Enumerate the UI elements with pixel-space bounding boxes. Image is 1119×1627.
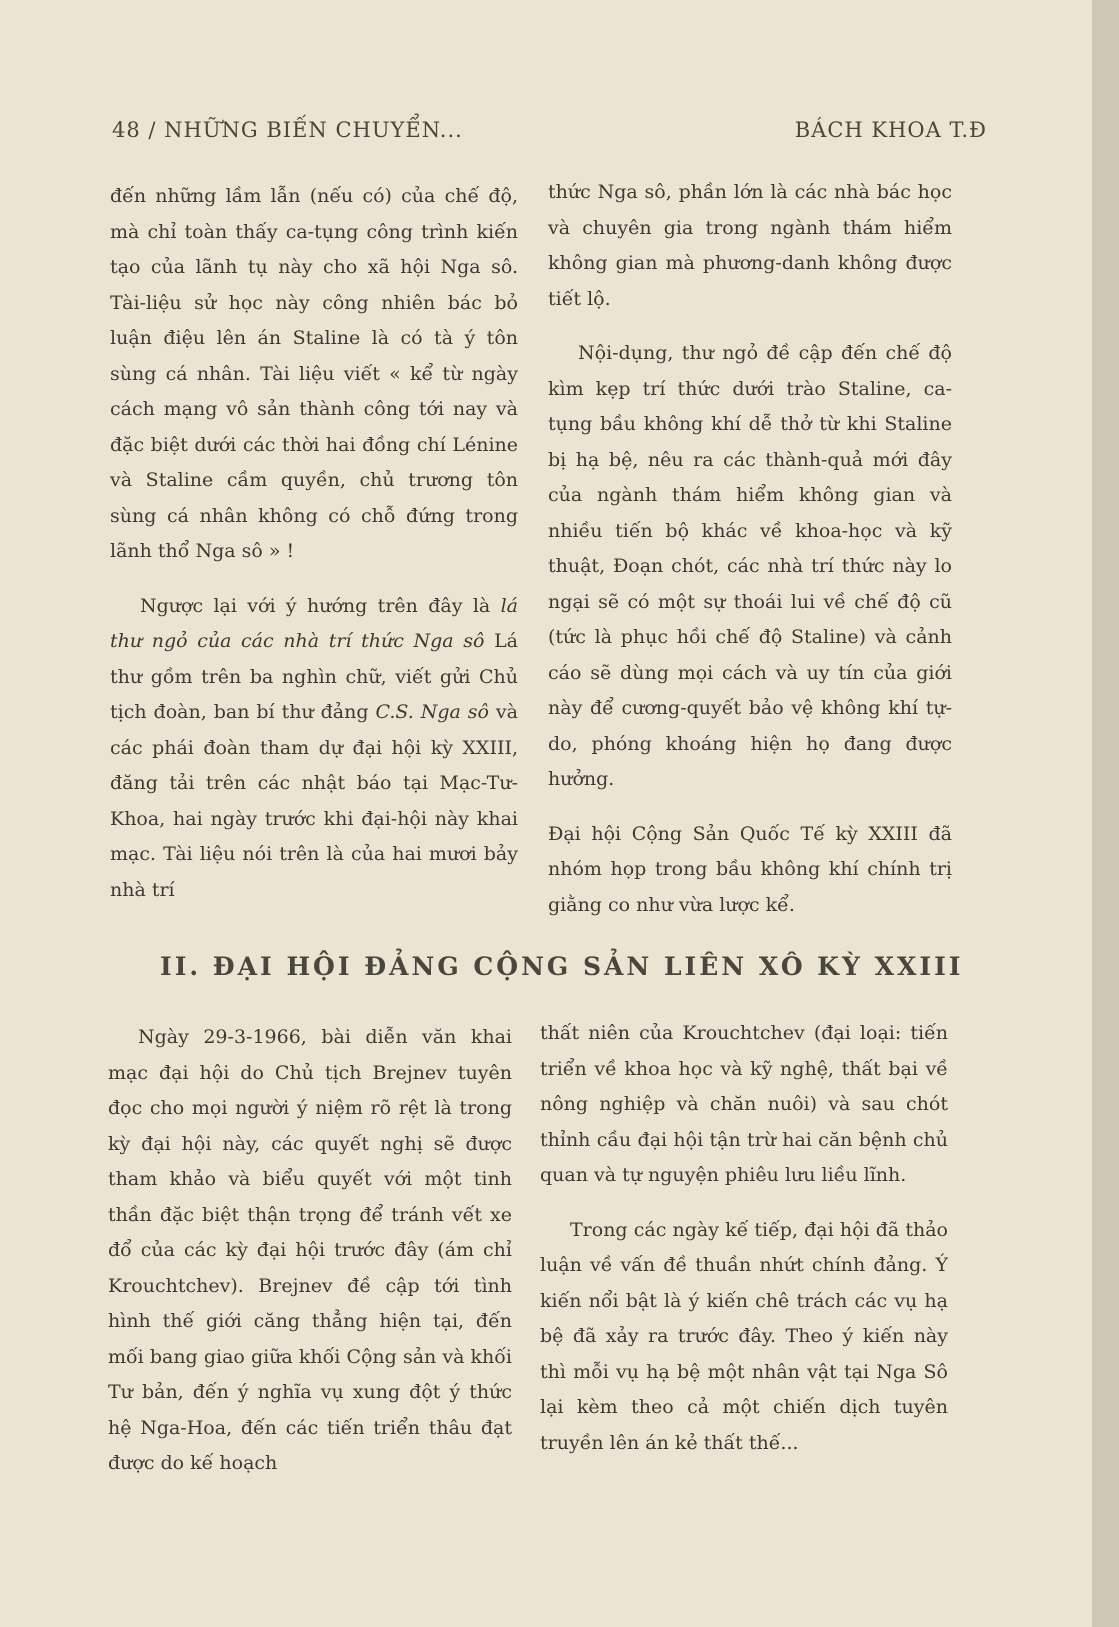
- column-bottom-right: [540, 1016, 948, 1461]
- paragraph: Ngày 29-3-1966, bài diễn văn khai mạc đại hội do Chủ tịch Brejnev tuyên đọc cho mọi người ý niệm rõ rệt là trong kỳ đại hội này, các quyết nghị sẽ được tham khảo và biểu quyết với một tinh thần đặc biệt thận trọng để tránh vết xe đổ của các kỳ đại hội trước đây (ám chỉ Krouchtchev). Brejnev đề cập tới tình hình thế giới căng thẳng hiện tại, đến mối bang giao giữa khối Cộng sản và khối Tư bản, đến ý nghĩa vụ xung đột ý thức hệ Nga-Hoa, đến các tiến triển thâu đạt được do kế hoạch: [108, 1026, 512, 1474]
- page-edge: [1092, 0, 1119, 1627]
- paragraph: Nội-dụng, thư ngỏ đề cập đến chế độ kìm kẹp trí thức dưới trào Staline, ca-tụng bầu không khí dễ thở từ khi Staline bị hạ bệ, nêu ra các thành-quả mới đây của ngành thám hiểm không gian và nhiều tiến bộ khác về khoa-học và kỹ thuật, Đoạn chót, các nhà trí thức này lo ngại sẽ có một sự thoái lui về chế độ cũ (tức là phục hồi chế độ Staline) và cảnh cáo sẽ dùng mọi cách và uy tín của giới này để cương-quyết bảo vệ không khí tự-do, phóng khoáng hiện họ đang được hưởng.: [548, 342, 952, 790]
- column-top-right: [548, 175, 952, 923]
- italic-phrase: C.S. Nga sô: [375, 701, 489, 723]
- italic-phrase: lá thư ngỏ của các nhà trí thức Nga sô: [110, 594, 518, 652]
- column-top-left: [110, 179, 518, 908]
- header-page-and-title: 48 / NHỮNG BIẾN CHUYỂN...: [112, 118, 463, 142]
- paragraph: Ngược lại với ý hướng trên đây là lá thư ngỏ của các nhà trí thức Nga sô Lá thư gồm trên ba nghìn chữ, viết gửi Chủ tịch đoàn, ban bí thư đảng C.S. Nga sô và các phái đoàn tham dự đại hội kỳ XXIII, đăng tải trên các nhật báo tại Mạc-Tư-Khoa, hai ngày trước khi đại-hội này khai mạc. Tài liệu nói trên là của hai mươi bảy nhà trí: [110, 594, 519, 901]
- paragraph: Đại hội Cộng Sản Quốc Tế kỳ XXIII đã nhóm họp trong bầu không khí chính trị giằng co như vừa lược kể.: [548, 822, 952, 916]
- paragraph: thức Nga sô, phần lớn là các nhà bác học và chuyên gia trong ngành thám hiểm không gian mà phương-danh không được tiết lộ.: [548, 181, 952, 310]
- column-bottom-left: [108, 1020, 512, 1482]
- paragraph: đến những lầm lẫn (nếu có) của chế độ, mà chỉ toàn thấy ca-tụng công trình kiến tạo của lãnh tụ này cho xã hội Nga sô. Tài-liệu sử học này công nhiên bác bỏ luận điệu lên án Staline là có tà ý tôn sùng cá nhân. Tài liệu viết « kể từ ngày cách mạng vô sản thành công tới nay và đặc biệt dưới các thời hai đồng chí Lénine và Staline cầm quyền, chủ trương tôn sùng cá nhân không có chỗ đứng trong lãnh thổ Nga sô » !: [110, 185, 518, 562]
- running-header: [112, 118, 987, 150]
- section-heading: II. ĐẠI HỘI ĐẢNG CỘNG SẢN LIÊN XÔ KỲ XXIII: [160, 952, 964, 981]
- paragraph: thất niên của Krouchtchev (đại loại: tiến triển về khoa học và kỹ nghệ, thất bại về nông nghiệp và chăn nuôi) và sau chót thỉnh cầu đại hội tận trừ hai căn bệnh chủ quan và tự nguyện phiêu lưu liều lĩnh.: [540, 1022, 948, 1186]
- paragraph: Trong các ngày kế tiếp, đại hội đã thảo luận về vấn đề thuần nhứt chính đảng. Ý kiến nổi bật là ý kiến chê trách các vụ hạ bệ đã xảy ra trước đây. Theo ý kiến này thì mỗi vụ hạ bệ một nhân vật tại Nga Sô lại kèm theo cả một chiến dịch tuyên truyền lên án kẻ thất thế...: [540, 1218, 948, 1454]
- header-publication: BÁCH KHOA T.Đ: [794, 118, 987, 142]
